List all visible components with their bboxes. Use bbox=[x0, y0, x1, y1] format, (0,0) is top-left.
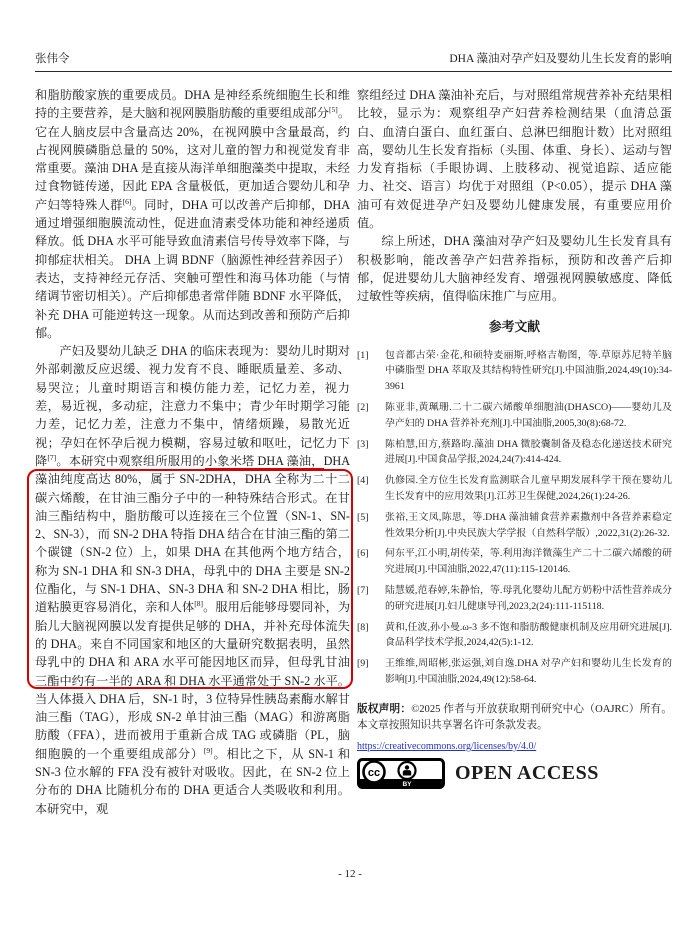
reference-text: 陈亚非,黄珮珊.二十二碳六烯酸单细胞油(DHASCO)——婴幼儿及孕产妇的 DHA 营养补充剂[J].中国油脂,2005,30(8):68-72. bbox=[385, 401, 672, 429]
reference-number: [6] bbox=[357, 548, 369, 560]
reference-number: [2] bbox=[357, 401, 369, 413]
reference-item bbox=[357, 656, 672, 688]
references-heading: 参考文献 bbox=[488, 319, 541, 334]
left-paragraphs bbox=[35, 86, 350, 818]
right-paragraphs bbox=[357, 86, 672, 306]
reference-item bbox=[357, 348, 672, 395]
left-column bbox=[35, 86, 350, 818]
references-list bbox=[357, 348, 672, 688]
open-access-label: OPEN ACCESS bbox=[455, 761, 599, 784]
svg-text:cc: cc bbox=[367, 766, 381, 779]
license-badge-row bbox=[357, 758, 672, 789]
reference-number: [4] bbox=[357, 475, 369, 487]
reference-text: 何东平,江小明,胡传荣，等.利用海洋微藻生产二十二碳六烯酸的研究进展[J].中国油脂,2022,47(11):115-120146. bbox=[385, 548, 672, 576]
reference-item bbox=[357, 546, 672, 578]
page-number: - 12 - bbox=[338, 868, 362, 880]
reference-item bbox=[357, 510, 672, 542]
reference-text: 张裕,王文凤,陈思，等.DHA 藻油辅食营养素撒剂中各营养素稳定性效果分析[J].中央民族大学学报（自然科学版）,2022,31(2):26-32. bbox=[385, 511, 672, 539]
reference-text: 陈柏慧,田方,蔡路昀.藻油 DHA 微胶囊制备及稳态化递送技术研究进展[J].中国食品学报,2024,24(7):414-424. bbox=[385, 438, 672, 466]
cc-license-link[interactable]: https://creativecommons.org/licenses/by/4.0/ bbox=[357, 740, 537, 752]
two-column-body bbox=[35, 86, 672, 818]
reference-text: 仇修园.全方位生长发育监测联合儿童早期发展科学干预在婴幼儿生长发育中的应用效果[J].江苏卫生保健,2024,26(1):24-26. bbox=[385, 475, 672, 502]
copyright-text: ©2025 作者与开放获取期刊研究中心（OAJRC）所有。本文章按照知识共享署名许可条款发表。 bbox=[357, 703, 672, 732]
reference-text: 王维维,周昭彬,张运强,刘自逸.DHA 对孕产妇和婴幼儿生长发育的影响[J].中国油脂,2024,49(12):58-64. bbox=[385, 658, 672, 685]
reference-text: 陆慧媛,范春婷,朱静怡，等.母乳化婴幼儿配方奶粉中活性营养成分的研究进展[J].妇儿健康导刊,2023,2(24):111-115118. bbox=[385, 584, 672, 612]
red-underlined-text: 小象米塔 DHA 藻油， bbox=[204, 453, 324, 468]
reference-number: [8] bbox=[357, 621, 369, 633]
body-paragraph: 和脂肪酸家族的重要成员。DHA 是神经系统细胞生长和维持的主要营养，是大脑和视网膜脂肪酸的重要组成部分[5]。它在人脑皮层中含量高达 20%，在视网膜中含量最高，约占视网膜磷脂总量的 50%，这对儿童的智力和视觉发育非常重要。藻油 DHA 是直接从海洋单细胞藻类中提取，未经过食物链传递，因此 EPA 含量极低，更加适合婴幼儿和孕产妇等特殊人群[6]。同时，DHA 可以改善产后抑郁，DHA 通过增强细胞膜流动性，促进血清素受体功能和神经递质释放。低 DHA 水平可能导致血清素信号传导效率下降，与抑郁症状相关。 DHA 上调 BDNF（脑源性神经营养因子）表达，支持神经元存活、突触可塑性和海马体功能（与情绪调节密切相关）。产后抑郁患者常伴随 BDNF 水平降低，补充 DHA 可能逆转这一现象。从而达到改善和预防产后抑郁。 bbox=[35, 88, 351, 340]
header-running-title: DHA 藻油对孕产妇及婴幼儿生长发育的影响 bbox=[449, 53, 672, 65]
reference-number: [7] bbox=[357, 584, 369, 596]
reference-item bbox=[357, 473, 672, 505]
reference-text: 包音都古荣·金花,和硕特麦丽斯,呼格吉勒图，等.草原苏尼特羊脑中磷脂型 DHA 萃取及其结构特性研究[J].中国油脂,2024,49(10):34-3961 bbox=[385, 349, 672, 393]
reference-item bbox=[357, 400, 672, 432]
body-paragraph: 产妇及婴幼儿缺乏 DHA 的临床表现为：婴幼儿时期对外部刺激反应迟缓、视力发育不良、睡眠质量差、多动、易哭泣；儿童时期语言和模仿能力差，记忆力差，视力差，易近视，多动症，注意力不集中；青少年时期学习能力差，记忆力差，注意力不集中，情绪烦躁，易散光近视；孕妇在怀孕后视力模糊，容易过敏和呕吐，记忆力下降[7]。本研究中观察组所服用的小象米塔 DHA 藻油，DHA 藻油纯度高达 80%，属于 SN-2DHA，DHA 全称为二十二碳六烯酸，在甘油三酯分子中的一种特殊结合形式。在甘油三酯结构中，脂肪酸可以连接在三个位置（SN-1、SN-2、SN-3），而 SN-2 DHA 特指 DHA 结合在甘油三酯的第二个碳键（SN-2 位）上，如果 DHA 在其他两个地方结合，称为 SN-1 DHA 和 SN-3 DHA，母乳中的 DHA 主要是 SN-2 位酯化，与 SN-1 DHA、SN-3 DHA 和 SN-2 DHA 相比，肠道粘膜更容易消化，亲和人体[8]。服用后能够母婴同补，为胎儿大脑视网膜以发育提供足够的 DHA，并补充母体流失的 DHA。来自不同国家和地区的大量研究数据表明，虽然母乳中的 DHA 和 ARA 水平可能因地区而异，但母乳甘油三酯中约有一半的 ARA 和 DHA 水平通常处于 SN-2 水平。当人体摄入 DHA 后，SN-1 时，3 位特异性胰岛素酶水解甘油三酯（TAG），形成 SN-2 单甘油三酯（MAG）和游离脂肪酸（FFA），进而被用于重新合成 TAG 或磷脂（PL，脑细胞膜的一个重要组成部分）[9]。相比之下，从 SN-1 和 SN-3 位水解的 FFA 没有被针对吸收。因此，在 SN-2 位上分布的 DHA 比随机分布的 DHA 更适合人类吸收和利用。本研究中，观 bbox=[35, 344, 351, 816]
cc-by-badge-icon bbox=[357, 758, 445, 789]
reference-text: 黄和,任波,孙小曼.ω-3 多不饱和脂肪酸健康机制及应用研究进展[J].食品科学技术学报,2024,42(5):1-12. bbox=[385, 621, 672, 649]
page-header bbox=[35, 50, 672, 72]
right-column bbox=[357, 86, 672, 818]
reference-item bbox=[357, 583, 672, 615]
reference-number: [5] bbox=[357, 511, 369, 523]
cc-by-letters: BY bbox=[402, 780, 412, 788]
reference-item bbox=[357, 437, 672, 469]
header-author: 张伟令 bbox=[35, 53, 70, 65]
body-paragraph: 察组经过 DHA 藻油补充后，与对照组常规营养补充结果相比较，显示为：观察组孕产妇营养检测结果（血清总蛋白、血清白蛋白、血红蛋白、总淋巴细胞计数）比对照组高，婴幼儿生长发育指标（头围、体重、身长）、运动与智力发育指标（手眼协调、上肢移动、视觉追踪、适应能力、社交、语言）均优于对照组（P<0.05），提示 DHA 藻油可有效促进孕产妇及婴幼儿健康发展，有重要应用价值。 bbox=[357, 88, 672, 231]
body-paragraph: 综上所述，DHA 藻油对孕产妇及婴幼儿生长发育具有积极影响，能改善孕产妇营养指标，预防和改善产后抑郁，促进婴幼儿大脑神经发育、增强视网膜敏感度、降低过敏性等疾病，值得临床推广与应用。 bbox=[357, 234, 672, 304]
reference-item bbox=[357, 620, 672, 652]
reference-number: [3] bbox=[357, 438, 369, 450]
copyright-label: 版权声明： bbox=[357, 703, 412, 715]
reference-number: [1] bbox=[357, 349, 369, 361]
copyright-statement bbox=[357, 702, 672, 735]
reference-number: [9] bbox=[357, 658, 369, 670]
